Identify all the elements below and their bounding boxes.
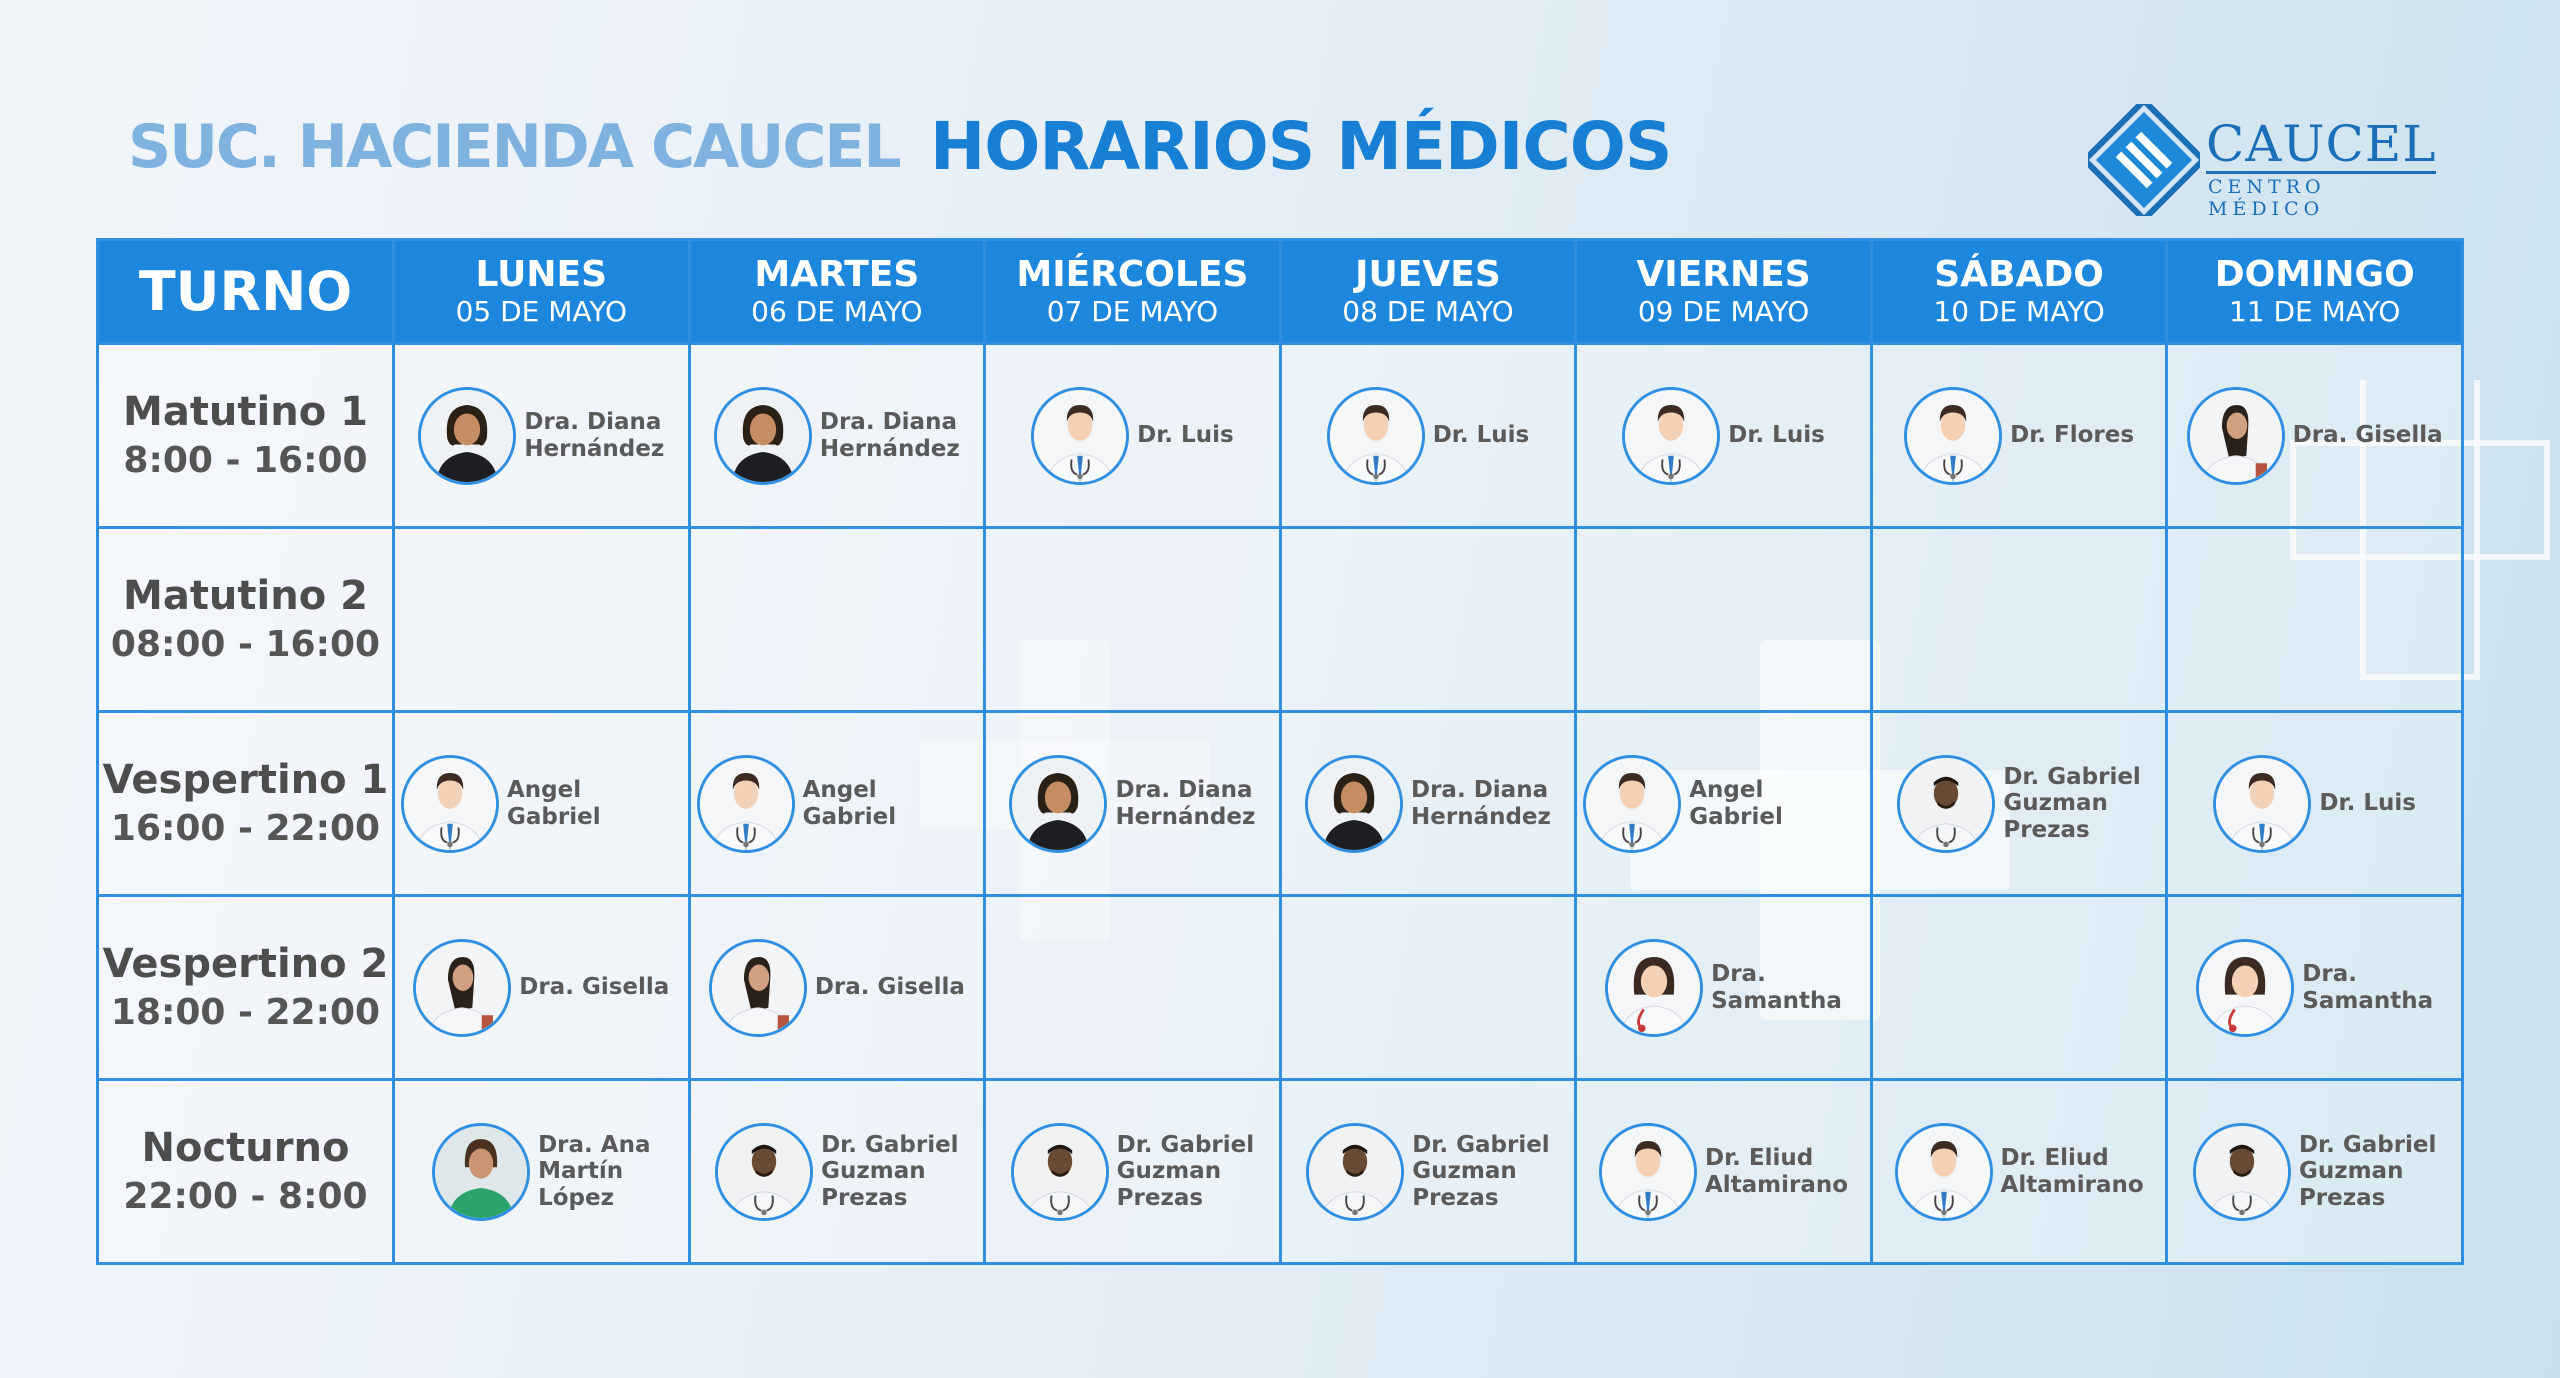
shift-name: Matutino 1 [123, 389, 368, 436]
schedule-cell [689, 712, 985, 896]
doctor-name: Dr. Gabriel Guzman Prezas [1412, 1131, 1550, 1211]
doctor-name: Dr. Gabriel Guzman Prezas [1116, 1131, 1255, 1211]
shift-cell [98, 712, 394, 896]
doctor-name: Dr. Luis [1137, 422, 1234, 449]
page-header [0, 0, 2560, 230]
schedule-cell [1280, 712, 1576, 896]
doctor-name: Angel Gabriel [1689, 777, 1783, 830]
table-row [98, 712, 2463, 896]
schedule-cell [1871, 712, 2167, 896]
doctor-entry [691, 387, 984, 485]
male-doctor-icon [697, 755, 795, 853]
doctor-name: Dra. Gisella [2292, 422, 2443, 449]
schedule-cell [1576, 344, 1872, 528]
schedule-cell [1280, 896, 1576, 1080]
shift-cell [98, 528, 394, 712]
schedule-cell [985, 896, 1281, 1080]
schedule-cell [394, 344, 690, 528]
day-header: SÁBADO 10 DE MAYO [1871, 240, 2167, 344]
schedule-cell [1871, 1080, 2167, 1264]
doctor-name: Dra. Diana Hernández [524, 409, 665, 462]
doctor-name: Dr. Luis [2319, 790, 2416, 817]
schedule-cell [2167, 712, 2463, 896]
day-header: MIÉRCOLES 07 DE MAYO [985, 240, 1281, 344]
schedule-cell [394, 528, 690, 712]
schedule-cell [985, 712, 1281, 896]
table-row [98, 528, 2463, 712]
female-doctor-icon [2196, 939, 2294, 1037]
doctor-entry [1282, 387, 1575, 485]
doctor-entry [1873, 387, 2166, 485]
shift-cell [98, 896, 394, 1080]
schedule-cell [689, 896, 985, 1080]
male-doctor-icon [1895, 1123, 1993, 1221]
caucel-logo [2088, 104, 2437, 220]
doctor-entry [1577, 939, 1870, 1037]
shift-hours: 16:00 - 22:00 [110, 808, 381, 850]
shift-name: Nocturno [141, 1125, 350, 1172]
schedule-cell [689, 528, 985, 712]
man-coat-icon [1011, 1123, 1109, 1221]
man-coat-icon [715, 1123, 813, 1221]
turno-header: TURNO [98, 240, 394, 344]
schedule-cell [985, 528, 1281, 712]
woman-coat-icon [709, 939, 807, 1037]
shift-cell [98, 344, 394, 528]
doctor-entry [395, 387, 688, 485]
day-header: JUEVES 08 DE MAYO [1280, 240, 1576, 344]
doctor-entry [2168, 387, 2461, 485]
schedule-cell [689, 344, 985, 528]
schedule-cell [2167, 1080, 2463, 1264]
schedule-cell [1576, 712, 1872, 896]
shift-hours: 8:00 - 16:00 [123, 440, 368, 482]
header-row [98, 240, 2463, 344]
schedule-cell [1280, 1080, 1576, 1264]
woman-dark-icon [714, 387, 812, 485]
doctor-entry [691, 939, 984, 1037]
table-row [98, 344, 2463, 528]
doctor-entry [1577, 1123, 1870, 1221]
man-coat-icon [1306, 1123, 1404, 1221]
doctor-name: Dr. Gabriel Guzman Prezas [2298, 1131, 2437, 1211]
schedule-cell [985, 344, 1281, 528]
page-title: HORARIOS MÉDICOS [930, 108, 1672, 185]
day-header: LUNES 05 DE MAYO [394, 240, 690, 344]
male-doctor-icon [401, 755, 499, 853]
doctor-entry [2168, 1123, 2461, 1221]
woman-dark-icon [1009, 755, 1107, 853]
doctor-name: Dra. Diana Hernández [1411, 777, 1551, 830]
male-doctor-icon [1583, 755, 1681, 853]
branch-name: SUC. HACIENDA CAUCEL [128, 112, 900, 182]
woman-dark-icon [1305, 755, 1403, 853]
schedule-cell [2167, 344, 2463, 528]
doctor-name: Dr. Gabriel Guzman Prezas [2003, 763, 2141, 843]
doctor-entry [1577, 755, 1870, 853]
doctor-name: Dr. Eliud Altamirano [1704, 1145, 1849, 1198]
doctor-name: Dra. Diana Hernández [1115, 777, 1256, 830]
doctor-name: Dr. Luis [1728, 422, 1825, 449]
doctor-entry [395, 1123, 688, 1221]
day-header: MARTES 06 DE MAYO [689, 240, 985, 344]
doctor-name: Dr. Flores [2010, 422, 2135, 449]
schedule-cell [394, 896, 690, 1080]
table-row [98, 1080, 2463, 1264]
shift-hours: 18:00 - 22:00 [110, 992, 381, 1034]
female-doctor-icon [1605, 939, 1703, 1037]
doctor-entry [395, 939, 688, 1037]
schedule-cell [1280, 344, 1576, 528]
doctor-entry [395, 755, 688, 853]
schedule-cell [1576, 528, 1872, 712]
woman-scrubs-icon [432, 1123, 530, 1221]
doctor-name: Dr. Eliud Altamirano [2000, 1145, 2144, 1198]
schedule-cell [1871, 344, 2167, 528]
schedule-cell [2167, 528, 2463, 712]
day-header: DOMINGO 11 DE MAYO [2167, 240, 2463, 344]
male-doctor-icon [1327, 387, 1425, 485]
day-header: VIERNES 09 DE MAYO [1576, 240, 1872, 344]
doctor-name: Dra. Samantha [2302, 961, 2434, 1014]
shift-hours: 08:00 - 16:00 [110, 624, 381, 666]
doctor-entry [691, 1123, 984, 1221]
male-doctor-icon [1031, 387, 1129, 485]
man-coat-icon [2193, 1123, 2291, 1221]
doctor-entry [691, 755, 984, 853]
doctor-name: Dra. Diana Hernández [819, 409, 960, 462]
male-doctor-icon [1599, 1123, 1697, 1221]
doctor-entry [986, 387, 1279, 485]
schedule-cell [985, 1080, 1281, 1264]
schedule-cell [1576, 1080, 1872, 1264]
doctor-entry [1282, 1123, 1575, 1221]
doctor-name: Dra. Samantha [1711, 961, 1842, 1014]
schedule-cell [1280, 528, 1576, 712]
shift-name: Vespertino 1 [102, 757, 389, 804]
table-row [98, 896, 2463, 1080]
doctor-name: Dr. Gabriel Guzman Prezas [821, 1131, 959, 1211]
schedule-cell [1871, 528, 2167, 712]
doctor-name: Angel Gabriel [802, 777, 897, 830]
doctor-entry [1873, 755, 2166, 853]
male-doctor-icon [1622, 387, 1720, 485]
shift-name: Matutino 2 [123, 573, 368, 620]
doctor-name: Angel Gabriel [507, 777, 601, 830]
schedule-cell [1576, 896, 1872, 1080]
doctor-name: Dra. Gisella [519, 974, 670, 1001]
man-coat-icon [1897, 755, 1995, 853]
shift-name: Vespertino 2 [102, 941, 389, 988]
schedule-cell [394, 1080, 690, 1264]
doctor-entry [986, 755, 1279, 853]
male-doctor-icon [2213, 755, 2311, 853]
doctor-entry [1873, 1123, 2166, 1221]
doctor-entry [1282, 755, 1575, 853]
shift-cell [98, 1080, 394, 1264]
logo-subtitle: CENTRO MÉDICO [2208, 176, 2326, 220]
schedule-cell [2167, 896, 2463, 1080]
woman-dark-icon [418, 387, 516, 485]
schedule-cell [1871, 896, 2167, 1080]
schedule-table [96, 238, 2464, 1265]
woman-coat-icon [2187, 387, 2285, 485]
doctor-name: Dra. Ana Martín López [538, 1131, 651, 1211]
doctor-entry [986, 1123, 1279, 1221]
woman-coat-icon [413, 939, 511, 1037]
doctor-name: Dra. Gisella [814, 974, 965, 1001]
schedule-cell [394, 712, 690, 896]
shift-hours: 22:00 - 8:00 [123, 1176, 368, 1218]
doctor-entry [2168, 755, 2461, 853]
logo-name: CAUCEL [2206, 115, 2437, 173]
doctor-entry [2168, 939, 2461, 1037]
male-doctor-icon [1904, 387, 2002, 485]
doctor-entry [1577, 387, 1870, 485]
caucel-logo-icon [2088, 104, 2200, 216]
schedule-cell [689, 1080, 985, 1264]
doctor-name: Dr. Luis [1432, 422, 1530, 449]
